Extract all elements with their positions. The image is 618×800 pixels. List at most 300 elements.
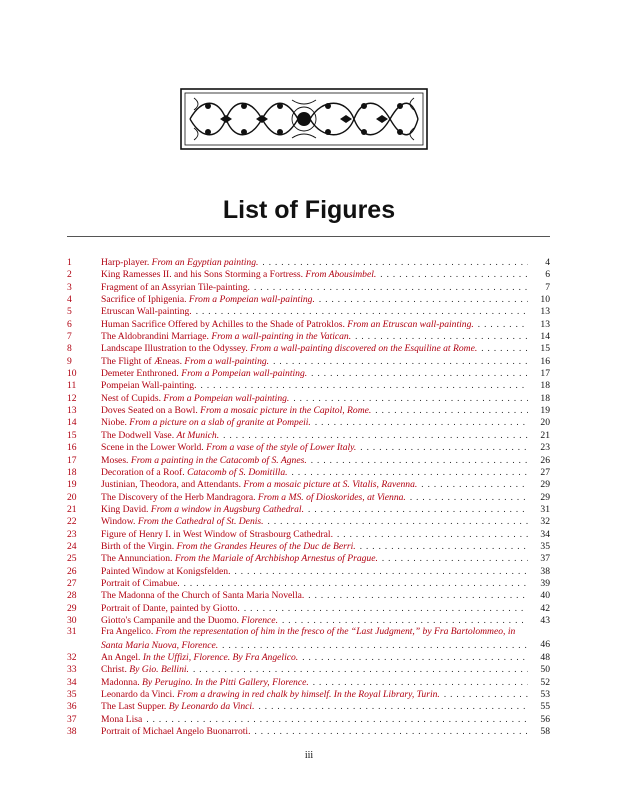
figure-title: Pompeian Wall-painting. (101, 380, 197, 392)
dot-leader (481, 342, 528, 354)
figure-title: Fragment of an Assyrian Tile-painting. (101, 281, 250, 293)
dot-leader (293, 392, 528, 404)
page-title: List of Figures (222, 196, 396, 224)
figure-title: Leonardo da Vinci. (101, 689, 175, 701)
figure-entry[interactable] (67, 441, 550, 453)
figure-entry-body (101, 565, 534, 577)
figure-caption-link[interactable] (101, 467, 288, 478)
figure-entry-body (101, 454, 534, 466)
figure-source: From the Grandes Heures of the Duc de Berri. (176, 540, 356, 552)
dot-leader (478, 318, 528, 330)
figure-source: By Gio. Bellini. (129, 664, 189, 676)
figure-caption-link[interactable] (101, 492, 406, 503)
dot-leader (444, 688, 528, 700)
figure-entry-body (101, 663, 534, 675)
figure-page-number[interactable]: 29 (540, 491, 550, 503)
figure-number[interactable]: 10 (67, 368, 77, 380)
figure-entry[interactable] (67, 355, 550, 367)
figure-entry-body (101, 379, 534, 391)
figure-entry[interactable] (67, 454, 550, 466)
figure-source: By Leonardo da Vinci. (168, 701, 255, 713)
figure-title: Scene in the Lower World. (101, 442, 204, 454)
figure-entry[interactable] (67, 713, 550, 725)
figure-source: At Munich. (176, 429, 220, 441)
figure-caption-link[interactable] (101, 417, 311, 428)
figure-page-number[interactable]: 43 (540, 614, 550, 626)
figure-source: Santa Maria Nuova, Florence. (101, 639, 219, 651)
figure-caption-link[interactable] (101, 714, 142, 725)
figure-title: Sacrifice of Iphigenia. (101, 294, 187, 306)
figure-page-number[interactable]: 58 (540, 726, 550, 738)
dot-leader (302, 651, 528, 663)
figure-source: From a drawing in red chalk by himself. In the Royal Library, Turin. (176, 689, 440, 701)
dot-leader (355, 330, 528, 342)
figure-source: From a window in Augsburg Cathedral. (150, 503, 305, 515)
figure-caption-link[interactable] (101, 652, 298, 663)
dot-leader (360, 441, 528, 453)
figure-page-number[interactable]: 19 (540, 405, 550, 417)
figure-entry[interactable] (67, 268, 550, 280)
figure-number[interactable]: 1 (67, 257, 72, 268)
figure-entry[interactable] (67, 589, 550, 601)
figure-entry[interactable] (67, 491, 550, 503)
figure-number[interactable]: 4 (67, 294, 72, 306)
figure-entry[interactable] (67, 367, 550, 379)
figure-source: From Abousimbel. (305, 269, 377, 281)
figure-page-number[interactable]: 34 (540, 528, 550, 540)
figure-source: From a Pompeian wall-painting. (181, 368, 308, 380)
figure-number[interactable]: 21 (67, 503, 77, 515)
figure-title: Doves Seated on a Bowl. (101, 405, 198, 417)
dot-leader (313, 676, 528, 688)
figure-caption-link[interactable] (101, 689, 440, 700)
figure-entry-body (101, 441, 534, 453)
figure-title: Landscape Illustration to the Odyssey. (101, 343, 248, 355)
figure-page-number[interactable]: 40 (540, 590, 550, 602)
figure-title: The Annunciation. (101, 553, 173, 565)
figure-entry[interactable] (67, 688, 550, 700)
figure-page-number[interactable]: 16 (540, 355, 550, 367)
figure-page-number[interactable]: 13 (540, 306, 550, 318)
figure-entry-body (101, 478, 534, 490)
figure-page-number[interactable]: 29 (540, 479, 550, 491)
figure-number[interactable]: 25 (67, 553, 77, 565)
figure-caption-link[interactable] (101, 578, 180, 589)
figure-entry[interactable] (67, 466, 550, 478)
dot-leader (311, 454, 528, 466)
figure-title: Window. (101, 516, 136, 528)
dot-leader (421, 478, 528, 490)
dot-leader (380, 268, 528, 280)
figure-caption-link[interactable] (101, 590, 304, 601)
figure-source: From an Etruscan wall-painting. (347, 318, 474, 330)
figure-source: From a vase of the style of Lower Italy. (206, 442, 357, 454)
figure-title: The Discovery of the Herb Mandragora. (101, 491, 256, 503)
figure-caption-link[interactable] (101, 319, 474, 330)
figure-page-number[interactable]: 53 (540, 689, 550, 701)
figure-number[interactable]: 36 (67, 701, 77, 713)
figure-caption-link[interactable] (101, 553, 378, 564)
figure-page-number[interactable]: 23 (540, 442, 550, 454)
figure-title: Nest of Cupids. (101, 392, 161, 404)
figure-title: Moses. (101, 454, 129, 466)
figure-caption-link[interactable] (101, 269, 376, 280)
figure-source: From a wall-painting in the Vatican. (211, 331, 352, 343)
figure-caption-link[interactable] (101, 430, 219, 441)
figure-entry-body (101, 552, 534, 564)
dot-leader (308, 589, 528, 601)
figure-page-number[interactable]: 38 (540, 565, 550, 577)
figure-title: Demeter Enthroned. (101, 368, 179, 380)
figure-entry[interactable] (67, 676, 550, 688)
dot-leader (382, 552, 528, 564)
figure-page-number[interactable]: 17 (540, 368, 550, 380)
figure-title: Giotto's Campanile and the Duomo. (101, 614, 239, 626)
figure-source: From a wall-painting discovered on the Esquiline at Rome. (250, 343, 478, 355)
figure-caption-link[interactable] (101, 257, 258, 268)
figure-entry[interactable] (67, 725, 550, 737)
figure-caption-link[interactable] (101, 677, 309, 688)
figure-caption-link[interactable] (101, 343, 477, 354)
figure-title: The Aldobrandini Marriage. (101, 331, 209, 343)
dot-leader (319, 293, 528, 305)
figure-title: Mona Lisa (101, 713, 143, 725)
figure-entry[interactable] (67, 503, 550, 515)
figure-page-number[interactable]: 50 (540, 664, 550, 676)
figure-source: From the Cathedral of St. Denis. (137, 516, 264, 528)
figure-number[interactable]: 16 (67, 442, 77, 454)
figure-number[interactable]: 32 (67, 652, 77, 663)
figure-title: The Flight of Æneas. (101, 355, 183, 367)
figure-number[interactable]: 17 (67, 454, 77, 466)
figure-title: Human Sacrifice Offered by Achilles to the Shade of Patroklos. (101, 318, 345, 330)
dot-leader (410, 491, 528, 503)
figure-title: Fra Angelico. (101, 626, 154, 638)
page-number: iii (304, 750, 314, 761)
figure-number[interactable]: 2 (67, 269, 72, 281)
figure-title: King Ramesses II. and his Sons Storming a Fortress. (101, 269, 303, 281)
figure-page-number[interactable]: 13 (540, 318, 550, 330)
figure-entry-body (101, 589, 534, 601)
figure-entry-body (101, 342, 534, 354)
figure-page-number[interactable]: 20 (540, 417, 550, 429)
figure-entry[interactable] (67, 577, 550, 589)
figure-entry[interactable] (67, 318, 550, 330)
figure-page-number[interactable]: 21 (540, 429, 550, 441)
dot-leader (282, 614, 528, 626)
figure-entry-body (101, 515, 534, 527)
figure-entry-body (101, 416, 534, 428)
figure-page-number[interactable]: 39 (540, 577, 550, 589)
figure-entry-body (101, 404, 534, 416)
dot-leader (254, 725, 528, 737)
figure-page-number[interactable]: 27 (540, 466, 550, 478)
figure-source: From a MS. of Dioskorides, at Vienna. (257, 491, 406, 503)
figure-caption-link[interactable] (101, 331, 351, 342)
figure-number[interactable]: 14 (67, 417, 77, 429)
figure-number[interactable]: 30 (67, 614, 77, 626)
figure-page-number[interactable]: 18 (540, 380, 550, 392)
figure-page-number[interactable]: 10 (540, 294, 550, 306)
dot-leader (375, 404, 528, 416)
figure-caption-link[interactable] (101, 529, 333, 540)
figure-page-number[interactable]: 52 (540, 676, 550, 688)
dot-leader (201, 379, 528, 391)
figure-page-number[interactable]: 32 (540, 516, 550, 528)
figure-title: Figure of Henry I. in West Window of Strasbourg Cathedral. (101, 528, 333, 540)
figure-title: Niobe. (101, 417, 127, 429)
figure-caption-link[interactable] (101, 626, 515, 638)
dot-leader (223, 429, 528, 441)
dot-leader (193, 663, 528, 675)
figure-source: By Perugino. In the Pitti Gallery, Florence. (142, 676, 309, 688)
figure-entry[interactable] (67, 342, 550, 354)
figure-number[interactable]: 38 (67, 726, 77, 738)
figure-entry[interactable] (67, 281, 550, 293)
figure-title: Madonna. (101, 676, 140, 688)
figure-caption-link[interactable] (101, 393, 289, 404)
figure-source: From a picture on a slab of granite at Pompeii. (129, 417, 311, 429)
figure-number[interactable]: 18 (67, 466, 77, 478)
figure-entry[interactable] (67, 256, 550, 268)
figure-title: Justinian, Theodora, and Attendants. (101, 479, 241, 491)
figure-entry-body (101, 293, 534, 305)
figure-number[interactable]: 9 (67, 355, 72, 367)
figure-entry[interactable] (67, 552, 550, 564)
dot-leader (292, 466, 528, 478)
dot-leader (196, 305, 528, 317)
figure-number[interactable]: 23 (67, 528, 77, 540)
figure-caption-link[interactable] (101, 726, 250, 737)
figure-entry-body (101, 725, 534, 737)
figure-page-number[interactable]: 55 (540, 701, 550, 713)
figure-caption-link[interactable] (101, 516, 264, 527)
figure-number[interactable]: 8 (67, 343, 72, 355)
figure-entry-body (101, 491, 534, 503)
figure-page-number[interactable]: 56 (540, 713, 550, 725)
figure-caption-link[interactable] (101, 405, 371, 416)
figure-source: From a Pompeian wall-painting. (163, 392, 290, 404)
figure-entry[interactable] (67, 700, 550, 712)
ornament-header (180, 88, 428, 150)
figure-number[interactable]: 27 (67, 577, 77, 589)
dot-leader (311, 367, 528, 379)
dot-leader (184, 577, 528, 589)
figure-entry[interactable] (67, 305, 550, 317)
figure-entry[interactable] (67, 540, 550, 552)
title-rule (67, 236, 550, 237)
figure-caption-link[interactable] (101, 566, 230, 577)
figure-entry-body (101, 318, 534, 330)
figure-number[interactable]: 6 (67, 318, 72, 330)
dot-leader (337, 528, 528, 540)
figure-entry[interactable] (67, 416, 550, 428)
figure-number[interactable]: 11 (67, 380, 77, 392)
figure-entry-body (101, 305, 534, 317)
figure-entry-body (101, 503, 534, 515)
figure-list (67, 256, 550, 737)
dot-leader (262, 256, 528, 268)
figure-entry[interactable] (67, 330, 550, 342)
figure-source: From a mosaic picture in the Capitol, Rome. (200, 405, 372, 417)
dot-leader (308, 503, 528, 515)
dot-leader (268, 515, 528, 527)
figure-caption-link[interactable] (101, 504, 304, 515)
dot-leader (244, 602, 528, 614)
figure-number[interactable]: 28 (67, 590, 77, 602)
figure-entry[interactable] (67, 392, 550, 404)
figure-number[interactable]: 15 (67, 429, 77, 441)
figure-caption-link[interactable] (101, 306, 192, 317)
dot-leader (315, 416, 528, 428)
figure-entry[interactable] (67, 528, 550, 540)
figure-title: Painted Window at Konigsfelden. (101, 565, 231, 577)
figure-caption-link[interactable] (101, 380, 197, 391)
figure-page-number[interactable]: 18 (540, 392, 550, 404)
figure-page-number[interactable]: 31 (540, 503, 550, 515)
figure-page-number[interactable]: 37 (540, 553, 550, 565)
figure-title: Portrait of Cimabue. (101, 577, 180, 589)
figure-page-number[interactable]: 35 (540, 540, 550, 552)
figure-number[interactable]: 5 (67, 306, 72, 318)
figure-entry[interactable] (67, 478, 550, 490)
figure-entry[interactable] (67, 651, 550, 663)
figure-entry-body (101, 651, 534, 663)
figure-page-number[interactable]: 46 (540, 638, 550, 650)
figure-number[interactable]: 34 (67, 676, 77, 688)
figure-title: King David. (101, 503, 149, 515)
figure-page-number[interactable]: 7 (545, 281, 550, 293)
figure-source: From an Egyptian painting. (151, 257, 259, 268)
figure-entry[interactable] (67, 404, 550, 416)
figure-entry[interactable] (67, 293, 550, 305)
figure-entry[interactable] (67, 614, 550, 626)
figure-page-number[interactable]: 6 (545, 269, 550, 281)
figure-number[interactable]: 24 (67, 540, 77, 552)
figure-number[interactable]: 29 (67, 602, 77, 614)
figure-entry-body (101, 367, 534, 379)
figure-entry-body (101, 281, 534, 293)
dot-leader (254, 281, 528, 293)
figure-title: Birth of the Virgin. (101, 540, 175, 552)
figure-page-number[interactable]: 15 (540, 343, 550, 355)
figure-source: From the representation of him in the fresco of the “Last Judgment,” by Fra Bartolommeo, in (155, 626, 516, 638)
dot-leader (234, 565, 528, 577)
figure-entry[interactable] (67, 379, 550, 391)
figure-caption-link[interactable] (101, 640, 218, 651)
figure-title: An Angel. (101, 652, 141, 663)
figure-source: From a mosaic picture at S. Vitalis, Ravenna. (243, 479, 418, 491)
figure-source: Catacomb of S. Domitilla. (187, 466, 288, 478)
dot-leader (273, 355, 528, 367)
figure-caption-link[interactable] (101, 356, 269, 367)
figure-page-number[interactable]: 42 (540, 602, 550, 614)
figure-entry-body (101, 577, 534, 589)
figure-source: From a Pompeian wall-painting. (188, 294, 315, 306)
figure-entry-body (101, 688, 534, 700)
figure-caption-link[interactable] (101, 294, 315, 305)
figure-number[interactable]: 12 (67, 392, 77, 404)
figure-title: Harp-player. (101, 257, 150, 268)
figure-entry-body (101, 330, 534, 342)
figure-entry-body (101, 528, 534, 540)
figure-entry-body (101, 614, 534, 626)
figure-source: From a wall-painting. (184, 355, 270, 367)
figure-page-number[interactable]: 14 (540, 331, 550, 343)
figure-entry-body (101, 700, 534, 712)
figure-entry-body (101, 540, 534, 552)
figure-number[interactable]: 13 (67, 405, 77, 417)
figure-number[interactable]: 19 (67, 479, 77, 491)
figure-entry[interactable] (67, 663, 550, 675)
figure-entry[interactable] (67, 515, 550, 527)
figure-title: The Madonna of the Church of Santa Maria Novella. (101, 590, 305, 602)
dot-leader (258, 700, 528, 712)
figure-source: From a painting in the Catacomb of S. Agnes. (130, 454, 307, 466)
figure-entry[interactable] (67, 626, 550, 651)
figure-number[interactable]: 33 (67, 664, 77, 676)
figure-entry[interactable] (67, 429, 550, 441)
figure-page-number[interactable]: 48 (540, 652, 550, 663)
figure-title: The Dodwell Vase. (101, 429, 175, 441)
figure-entry-body (101, 268, 534, 280)
figure-source: From the Mariale of Archbishop Arnestus of Prague. (174, 553, 378, 565)
figure-caption-link[interactable] (101, 282, 250, 293)
figure-number[interactable]: 35 (67, 689, 77, 701)
figure-caption-link[interactable] (101, 455, 307, 466)
dot-leader (146, 713, 528, 725)
figure-source: Florence. (241, 614, 278, 626)
figure-number[interactable]: 37 (67, 713, 77, 725)
figure-caption-link[interactable] (101, 442, 356, 453)
dot-leader (360, 540, 528, 552)
figure-title: Etruscan Wall-painting. (101, 306, 192, 318)
figure-entry-body (101, 392, 534, 404)
figure-number[interactable]: 31 (67, 626, 77, 638)
figure-caption-link[interactable] (101, 701, 254, 712)
figure-entry-body (101, 466, 534, 478)
figure-source: In the Uffizi, Florence. By Fra Angelico. (142, 652, 299, 663)
figure-caption-link[interactable] (101, 603, 240, 614)
figure-entry-body (101, 626, 534, 651)
figure-caption-link[interactable] (101, 479, 417, 490)
figure-entry-body (101, 429, 534, 441)
figure-number[interactable]: 20 (67, 491, 77, 503)
figure-number[interactable]: 22 (67, 516, 77, 528)
figure-entry-body (101, 602, 534, 614)
figure-page-number[interactable]: 4 (545, 257, 550, 268)
figure-number[interactable]: 3 (67, 281, 72, 293)
figure-title: Decoration of a Roof. (101, 466, 185, 478)
figure-caption-link[interactable] (101, 541, 356, 552)
figure-title: Portrait of Dante, painted by Giotto. (101, 602, 240, 614)
figure-entry-body (101, 713, 534, 725)
figure-caption-link[interactable] (101, 664, 189, 675)
figure-entry[interactable] (67, 565, 550, 577)
figure-entry-body (101, 256, 534, 268)
figure-number[interactable]: 7 (67, 331, 72, 343)
figure-entry[interactable] (67, 602, 550, 614)
figure-entry-body (101, 676, 534, 688)
figure-title: The Last Supper. (101, 701, 167, 713)
figure-entry-body (101, 355, 534, 367)
figure-caption-link[interactable] (101, 615, 278, 626)
figure-page-number[interactable]: 26 (540, 454, 550, 466)
dot-leader (222, 639, 528, 651)
figure-number[interactable]: 26 (67, 565, 77, 577)
figure-caption-link[interactable] (101, 368, 307, 379)
figure-title: Christ. (101, 664, 127, 676)
